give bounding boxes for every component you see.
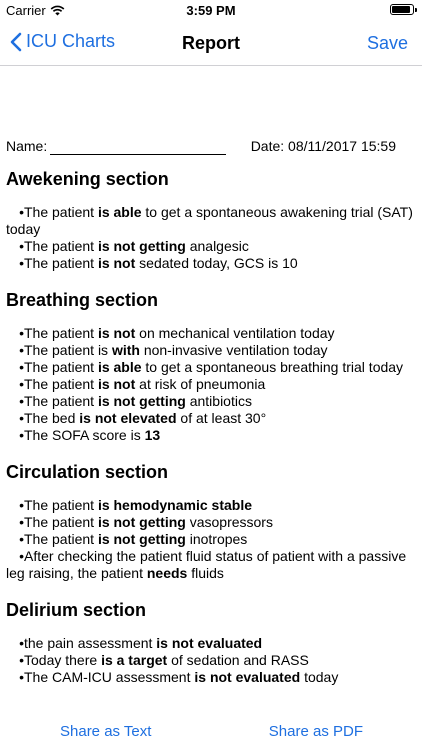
page-title: Report — [182, 33, 240, 53]
item-emphasis: with — [111, 342, 140, 358]
item-text: The patient — [24, 204, 98, 220]
bullet-icon: • — [19, 359, 24, 375]
item-emphasis: is not — [97, 376, 136, 392]
list-item — [6, 548, 416, 582]
bullet-icon: • — [19, 531, 24, 547]
list-item — [6, 652, 416, 669]
name-label: Name: — [6, 138, 48, 154]
item-text: Today there — [24, 652, 102, 668]
section-title: Awekening section — [6, 169, 169, 189]
item-emphasis: is able — [97, 359, 142, 375]
bullet-icon: • — [19, 342, 24, 358]
name-blank-line — [50, 141, 226, 155]
list-item — [6, 669, 416, 686]
item-text: The patient — [24, 376, 98, 392]
list-item — [6, 325, 416, 342]
item-text: The patient — [24, 514, 98, 530]
bullet-icon: • — [19, 427, 24, 443]
section-list — [6, 325, 416, 444]
section-list — [6, 497, 416, 582]
report-sections — [6, 171, 416, 686]
list-item — [6, 635, 416, 652]
bullet-icon: • — [19, 410, 24, 426]
bullet-icon: • — [19, 238, 24, 254]
item-text: The patient — [24, 531, 98, 547]
chevron-left-icon — [10, 32, 22, 52]
list-item — [6, 514, 416, 531]
bottom-toolbar — [0, 708, 422, 750]
item-text: The patient — [24, 393, 98, 409]
item-text: to get a spontaneous breathing trial today — [141, 359, 404, 375]
item-text: sedated today, GCS is 10 — [135, 255, 298, 271]
item-text: on mechanical ventilation today — [135, 325, 335, 341]
section-title: Breathing section — [6, 290, 159, 310]
item-text: to get a spontaneous awakening trial (SAT) today — [6, 204, 413, 237]
status-time: 3:59 PM — [186, 3, 236, 18]
report-header — [6, 138, 416, 155]
bullet-icon: • — [19, 652, 24, 668]
list-item — [6, 376, 416, 393]
share-as-pdf-button[interactable]: Share as PDF — [268, 723, 363, 740]
item-text: antibiotics — [185, 393, 252, 409]
item-emphasis: needs — [146, 565, 188, 581]
name-field — [6, 138, 226, 155]
back-button[interactable] — [10, 31, 115, 52]
item-text: today — [300, 669, 339, 685]
status-bar — [0, 0, 422, 22]
item-text: The patient — [24, 325, 98, 341]
item-emphasis: is not — [97, 325, 136, 341]
item-text: analgesic — [185, 238, 249, 254]
item-text: The SOFA score is — [24, 427, 145, 443]
navigation-bar — [0, 22, 422, 66]
bullet-icon: • — [19, 548, 24, 564]
item-emphasis: is not evaluated — [194, 669, 301, 685]
section-title: Circulation section — [6, 462, 169, 482]
item-emphasis: 13 — [144, 427, 161, 443]
item-emphasis: is not getting — [97, 514, 186, 530]
bullet-icon: • — [19, 376, 24, 392]
bullet-icon: • — [19, 325, 24, 341]
item-emphasis: is not elevated — [79, 410, 177, 426]
item-emphasis: is hemodynamic stable — [97, 497, 252, 513]
list-item — [6, 238, 416, 255]
bullet-icon: • — [19, 514, 24, 530]
scroll-fade — [0, 692, 422, 708]
section-title: Delirium section — [6, 600, 147, 620]
item-text: fluids — [187, 565, 224, 581]
item-text: the pain assessment — [24, 635, 157, 651]
list-item — [6, 393, 416, 410]
item-text: After checking the patient fluid status of patient with a passive leg raising, the patient — [6, 548, 407, 581]
bullet-icon: • — [19, 204, 24, 220]
item-emphasis: is not getting — [97, 393, 186, 409]
item-text: non-invasive ventilation today — [139, 342, 328, 358]
item-text: of at least 30° — [176, 410, 267, 426]
bullet-icon: • — [19, 393, 24, 409]
item-text: vasopressors — [185, 514, 273, 530]
bullet-icon: • — [19, 255, 24, 271]
item-text: The patient is — [24, 342, 112, 358]
report-content[interactable] — [0, 66, 422, 708]
item-emphasis: is not getting — [97, 238, 186, 254]
item-text: at risk of pneumonia — [135, 376, 266, 392]
list-item — [6, 427, 416, 444]
item-emphasis: is a target — [101, 652, 168, 668]
bullet-icon: • — [19, 635, 24, 651]
bullet-icon: • — [19, 497, 24, 513]
item-emphasis: is not getting — [97, 531, 186, 547]
list-item — [6, 342, 416, 359]
list-item — [6, 497, 416, 514]
item-text: The patient — [24, 255, 98, 271]
item-emphasis: is not — [97, 255, 136, 271]
list-item — [6, 204, 416, 238]
section-list — [6, 635, 416, 686]
item-text: The patient — [24, 359, 98, 375]
share-as-text-button[interactable]: Share as Text — [60, 723, 152, 740]
battery-icon — [390, 4, 414, 15]
item-text: The bed — [24, 410, 80, 426]
list-item — [6, 410, 416, 427]
list-item — [6, 255, 416, 272]
item-emphasis: is able — [97, 204, 142, 220]
item-emphasis: is not evaluated — [156, 635, 263, 651]
item-text: The CAM-ICU assessment — [24, 669, 195, 685]
list-item — [6, 531, 416, 548]
list-item — [6, 359, 416, 376]
item-text: The patient — [24, 238, 98, 254]
back-button-label: ICU Charts — [26, 31, 116, 51]
carrier-label: Carrier — [6, 3, 46, 18]
report-date: Date: 08/11/2017 15:59 — [250, 138, 396, 154]
section-list — [6, 204, 416, 272]
item-text: of sedation and RASS — [167, 652, 309, 668]
bullet-icon: • — [19, 669, 24, 685]
item-text: inotropes — [185, 531, 248, 547]
save-button[interactable]: Save — [366, 33, 408, 53]
item-text: The patient — [24, 497, 98, 513]
